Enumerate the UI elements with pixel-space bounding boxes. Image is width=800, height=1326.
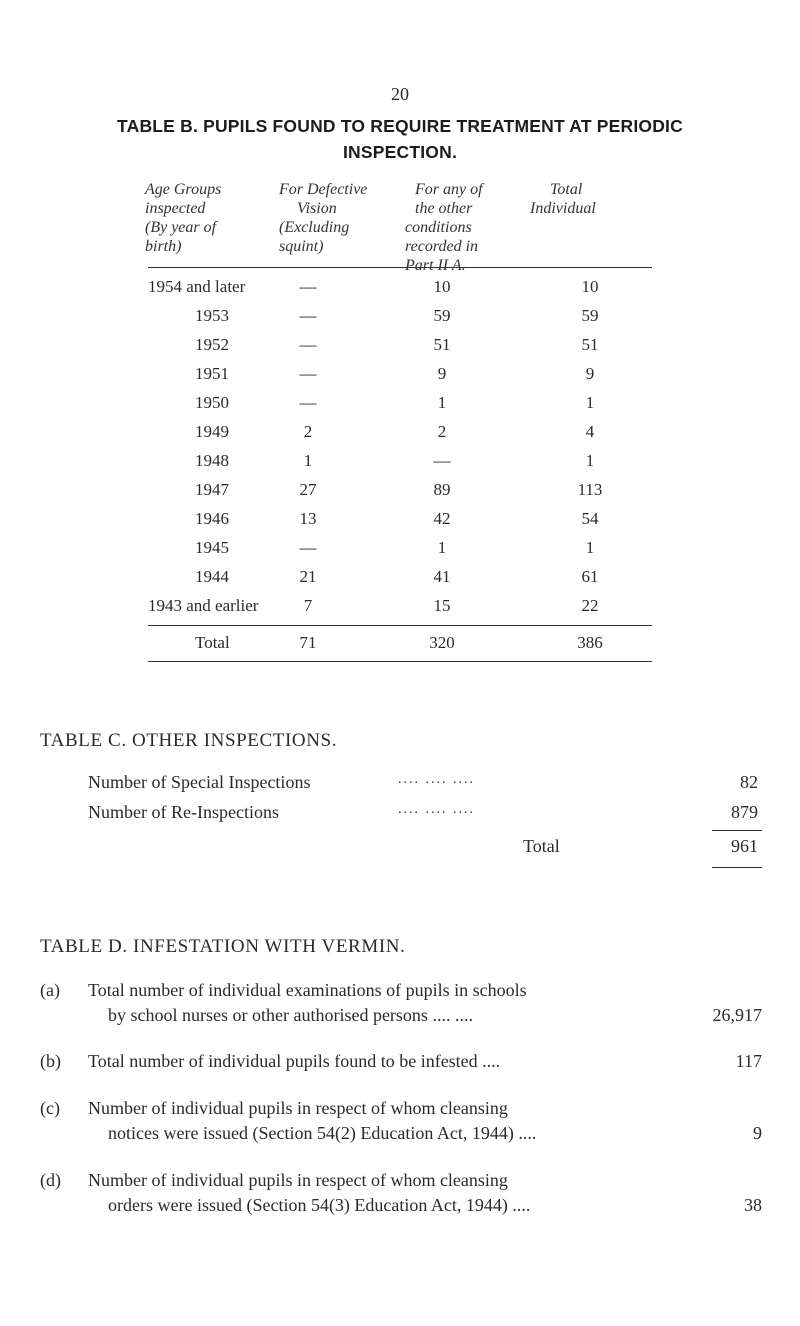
row-label: 1951 (195, 364, 229, 383)
header-line: Vision (297, 200, 337, 217)
page-number: 20 (391, 84, 409, 104)
total-row-label: Total (195, 633, 230, 652)
header-line: Age Groups (145, 181, 222, 198)
table-c-total-label: Total (523, 836, 560, 856)
table-b-total-rule-bottom (148, 661, 652, 662)
table-d-item-value: 9 (753, 1123, 762, 1143)
other-cell: 42 (433, 509, 451, 528)
table-d-item-line: orders were issued (Section 54(3) Education Act, 1944) .... (108, 1195, 531, 1215)
total-cell: 61 (581, 567, 599, 586)
header-line: birth) (145, 238, 182, 255)
table-d-item-line: by school nurses or other authorised persons .... .... (108, 1005, 473, 1025)
row-label: 1946 (195, 509, 229, 528)
header-line: Individual (530, 200, 596, 217)
header-line: (Excluding (279, 219, 350, 236)
total-cell: 4 (585, 422, 595, 441)
table-d-item-line: Number of individual pupils in respect of whom cleansing (88, 1098, 508, 1118)
header-line: (By year of (145, 219, 217, 236)
table-d-item-text: Total number of individual pupils found to be infested .... (88, 1051, 501, 1071)
header-line: For Defective (279, 181, 368, 198)
vision-cell: 2 (303, 422, 313, 441)
row-label: 1943 and earlier (148, 596, 259, 615)
header-line: inspected (145, 200, 206, 217)
other-cell: 2 (437, 422, 447, 441)
total-cell: 1 (585, 538, 595, 557)
row-label: 1945 (195, 538, 229, 557)
table-d-item-letter: (a) (40, 980, 60, 1000)
vision-cell: — (299, 393, 317, 412)
table-c-total-rule-bottom (712, 867, 762, 868)
table-c-row-dots: .... .... .... (398, 772, 475, 787)
other-cell: — (433, 451, 451, 470)
total-row-vision: 71 (299, 633, 317, 652)
header-line: For any of (415, 181, 483, 198)
table-b-title (40, 113, 760, 165)
row-label: 1949 (195, 422, 229, 441)
table-d-item-line: Number of individual pupils in respect of whom cleansing (88, 1170, 508, 1190)
other-cell: 15 (433, 596, 451, 615)
total-cell: 10 (581, 277, 599, 296)
row-label: 1944 (195, 567, 229, 586)
table-c-total-rule-top (712, 830, 762, 831)
table-d-item-value: 26,917 (712, 1005, 762, 1025)
total-row-total: 386 (577, 633, 603, 652)
other-cell: 9 (437, 364, 447, 383)
table-c-row-value: 879 (731, 802, 758, 822)
header-line: recorded in (405, 238, 479, 255)
vision-cell: — (299, 306, 317, 325)
other-cell: 1 (437, 393, 447, 412)
vision-cell: — (299, 335, 317, 354)
total-cell: 1 (585, 451, 595, 470)
table-d-item-value: 117 (735, 1051, 762, 1071)
header-line: Part II A. (405, 257, 466, 274)
other-cell: 10 (433, 277, 451, 296)
other-cell: 89 (433, 480, 451, 499)
row-label: 1954 and later (148, 277, 246, 296)
table-c-title: TABLE C. OTHER INSPECTIONS. (40, 730, 338, 751)
total-cell: 9 (585, 364, 595, 383)
table-d-title: TABLE D. INFESTATION WITH VERMIN. (40, 936, 406, 957)
total-cell: 113 (577, 480, 603, 499)
header-line: conditions (405, 219, 472, 236)
table-b-title-line2: INSPECTION. (342, 142, 458, 162)
total-cell: 22 (581, 596, 599, 615)
vision-cell: 27 (299, 480, 317, 499)
table-d-item-value: 38 (744, 1195, 762, 1215)
total-cell: 54 (581, 509, 599, 528)
table-d-item-line: notices were issued (Section 54(2) Education Act, 1944) .... (108, 1123, 537, 1143)
row-label: 1952 (195, 335, 229, 354)
table-b-title-line1: TABLE B. PUPILS FOUND TO REQUIRE TREATMENT AT PERIODIC (117, 116, 683, 136)
vision-cell: 7 (303, 596, 313, 615)
header-defective-vision (279, 180, 367, 256)
vision-cell: — (299, 277, 317, 296)
table-c-total-value: 961 (731, 836, 758, 856)
header-line: the other (415, 200, 473, 217)
header-line: Total (550, 181, 583, 198)
total-row-other: 320 (429, 633, 455, 652)
vision-cell: — (299, 538, 317, 557)
header-age-groups (145, 180, 221, 256)
table-b-header-rule (148, 267, 652, 268)
table-d-item-line: Total number of individual examinations of pupils in schools (88, 980, 527, 1000)
row-label: 1947 (195, 480, 229, 499)
vision-cell: 1 (303, 451, 313, 470)
table-d-item-text (88, 1168, 530, 1218)
other-cell: 51 (433, 335, 451, 354)
table-c-row-value: 82 (740, 772, 758, 792)
total-cell: 59 (581, 306, 599, 325)
table-d-item-text (88, 978, 527, 1028)
vision-cell: — (299, 364, 317, 383)
other-cell: 41 (433, 567, 451, 586)
table-c-row-dots: .... .... .... (398, 802, 475, 817)
row-label: 1953 (195, 306, 229, 325)
table-d-item-text (88, 1096, 536, 1146)
row-label: 1950 (195, 393, 229, 412)
header-total-individual (530, 180, 596, 218)
total-cell: 51 (581, 335, 599, 354)
other-cell: 59 (433, 306, 451, 325)
header-other-conditions (405, 180, 483, 275)
table-c-row-label: Number of Special Inspections (88, 772, 311, 792)
header-line: squint) (279, 238, 324, 255)
row-label: 1948 (195, 451, 229, 470)
table-d-item-letter: (c) (40, 1098, 60, 1118)
table-c-row-label: Number of Re-Inspections (88, 802, 279, 822)
table-d-item-letter: (d) (40, 1170, 61, 1190)
table-d-item-letter: (b) (40, 1051, 61, 1071)
vision-cell: 13 (299, 509, 317, 528)
other-cell: 1 (437, 538, 447, 557)
table-b-total-rule-top (148, 625, 652, 626)
total-cell: 1 (585, 393, 595, 412)
vision-cell: 21 (299, 567, 317, 586)
